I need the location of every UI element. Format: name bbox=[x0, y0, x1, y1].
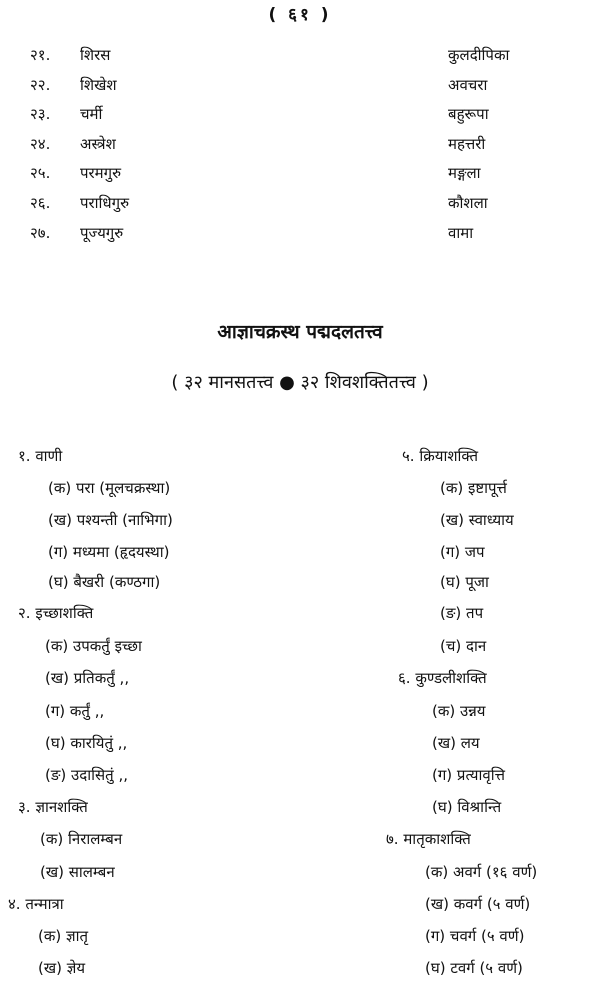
list-item: (ङ) तप bbox=[440, 604, 484, 622]
list-item: (ख) लय bbox=[432, 734, 480, 752]
list-item-left: परमगुरु bbox=[80, 164, 122, 182]
list-item: (ग) चवर्ग (५ वर्ण) bbox=[425, 927, 525, 945]
list-item bbox=[0, 163, 600, 185]
list-item: (क) निरालम्बन bbox=[40, 830, 123, 848]
list-item-number: २४. bbox=[30, 135, 51, 153]
list-item-number: २२. bbox=[30, 76, 51, 94]
section-title-icchashakti: २. इच्छाशक्ति bbox=[18, 604, 94, 622]
list-item: (घ) पूजा bbox=[440, 573, 489, 591]
list-item: (क) अवर्ग (१६ वर्ण) bbox=[425, 863, 538, 881]
list-item-number: २५. bbox=[30, 164, 51, 182]
list-item: (क) उन्नय bbox=[432, 702, 486, 720]
list-item: (क) परा (मूलचक्रस्था) bbox=[48, 479, 171, 497]
list-item-left: शिखेश bbox=[80, 76, 117, 94]
section-subheading: ( ३२ मानसतत्त्व ● ३२ शिवशक्तितत्त्व ) bbox=[171, 372, 429, 393]
list-item: (ङ) उदासितुं ,, bbox=[45, 766, 128, 784]
list-item-left: पूज्यगुरु bbox=[80, 224, 124, 242]
list-item: (ग) जप bbox=[440, 543, 485, 561]
list-item-left: शिरस bbox=[80, 46, 111, 64]
list-item-number: २३. bbox=[30, 105, 51, 123]
list-item bbox=[0, 134, 600, 156]
list-item-right: मङ्गला bbox=[448, 164, 481, 182]
list-item: (ग) कर्तुं ,, bbox=[45, 702, 105, 720]
section-title-matrikashakti: ७. मातृकाशक्ति bbox=[386, 830, 471, 848]
list-item-right: महत्तरी bbox=[448, 135, 486, 153]
list-item: (घ) टवर्ग (५ वर्ण) bbox=[425, 959, 523, 977]
list-item-number: २१. bbox=[30, 46, 51, 64]
list-item: (घ) बैखरी (कण्ठगा) bbox=[48, 573, 161, 591]
section-title-kriyashakti: ५. क्रियाशक्ति bbox=[402, 447, 479, 465]
page-number: ( ६१ ) bbox=[268, 5, 332, 25]
list-item-right: अवचरा bbox=[448, 76, 488, 94]
list-item-right: कुलदीपिका bbox=[448, 46, 510, 64]
section-title-tanmatra: ४. तन्मात्रा bbox=[8, 895, 64, 913]
list-item bbox=[0, 104, 600, 126]
list-item-left: पराधिगुरु bbox=[80, 194, 130, 212]
list-item: (क) ज्ञातृ bbox=[38, 927, 89, 945]
list-item-right: कौशला bbox=[448, 194, 488, 212]
list-item: (घ) कारयितुं ,, bbox=[45, 734, 128, 752]
list-item: (ख) ज्ञेय bbox=[38, 959, 86, 977]
list-item: (ग) प्रत्यावृत्ति bbox=[432, 766, 505, 784]
section-title-vani: १. वाणी bbox=[18, 447, 63, 465]
list-item: (ख) प्रतिकर्तुं ,, bbox=[45, 669, 130, 687]
list-item: (ग) मध्यमा (हृदयस्था) bbox=[48, 543, 170, 561]
list-item-right: बहुरूपा bbox=[448, 105, 489, 123]
list-item bbox=[0, 75, 600, 97]
list-item bbox=[0, 223, 600, 245]
list-item bbox=[0, 193, 600, 215]
list-item: (ख) पश्यन्ती (नाभिगा) bbox=[48, 511, 173, 529]
list-item: (ख) स्वाध्याय bbox=[440, 511, 514, 529]
list-item-number: २७. bbox=[30, 224, 51, 242]
list-item-left: अस्त्रेश bbox=[80, 135, 116, 153]
list-item: (क) उपकर्तुं इच्छा bbox=[45, 637, 142, 655]
list-item bbox=[0, 45, 600, 67]
list-item-right: वामा bbox=[448, 224, 474, 242]
list-item: (घ) विश्रान्ति bbox=[432, 798, 502, 816]
list-item-left: चर्मी bbox=[80, 105, 103, 123]
section-title-jnanashakti: ३. ज्ञानशक्ति bbox=[18, 798, 88, 816]
section-heading: आज्ञाचक्रस्थ पद्मदलतत्त्व bbox=[217, 321, 383, 343]
list-item: (क) इष्टापूर्त्त bbox=[440, 479, 507, 497]
list-item: (ख) कवर्ग (५ वर्ण) bbox=[425, 895, 531, 913]
list-item: (च) दान bbox=[440, 637, 487, 655]
list-item-number: २६. bbox=[30, 194, 51, 212]
list-item: (ख) सालम्बन bbox=[40, 863, 115, 881]
section-title-kundalishakti: ६. कुण्डलीशक्ति bbox=[398, 669, 487, 687]
